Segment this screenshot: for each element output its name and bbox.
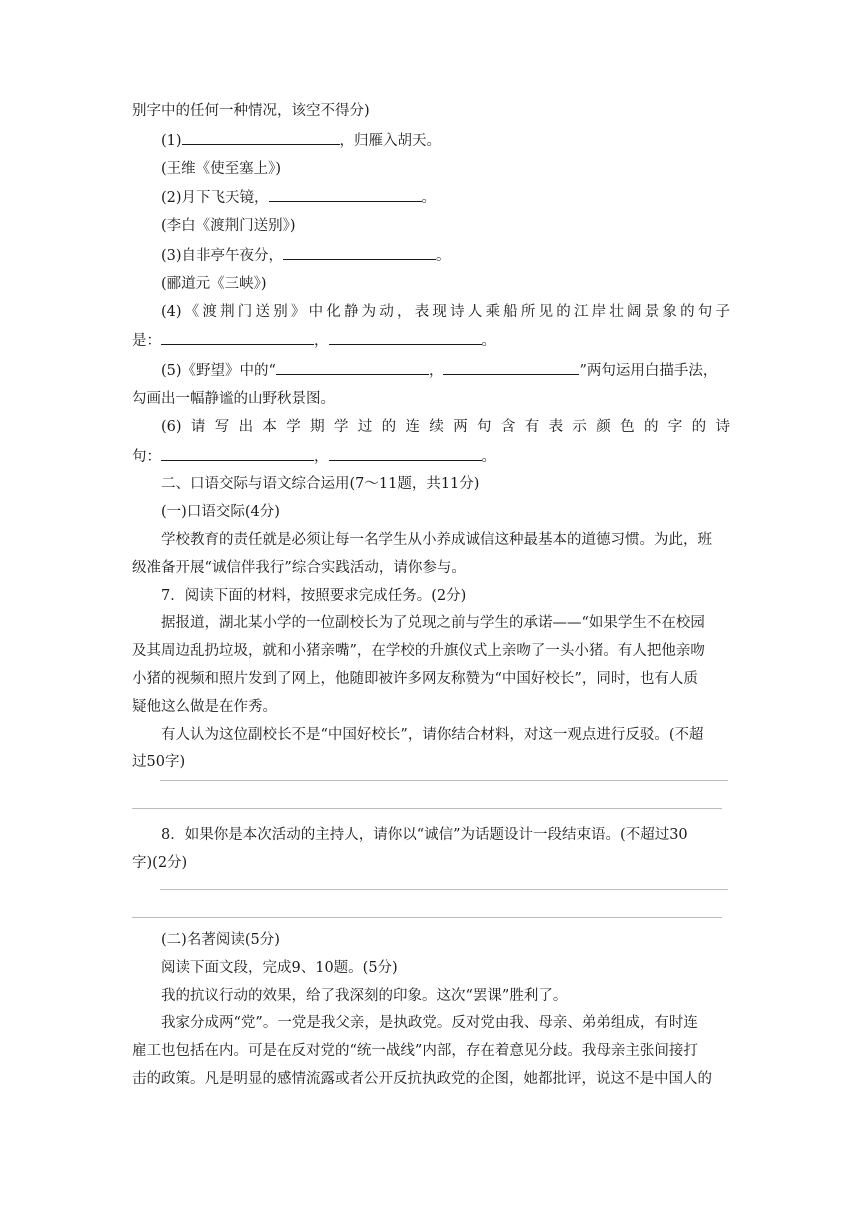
question-4-answer: 是： ， 。: [132, 326, 730, 356]
answer-blank-5a[interactable]: [276, 356, 429, 375]
question-6-answer: 句： ， 。: [132, 442, 730, 472]
question-6-stem: (6)请写出本学期学过的连续两句含有表示颜色的字的诗: [161, 418, 730, 435]
document-page-reading: [132, 927, 730, 1094]
passage-line-3: 雇工也包括在内。可是在反对党的“统一战线”内部，存在着意见分歧。我母亲主张间接打: [132, 1043, 698, 1060]
passage-line-2: 我家分成两“党”。一党是我父亲，是执政党。反对党由我、母亲、弟弟组成，有时连: [161, 1015, 698, 1032]
answer-line-7b[interactable]: [132, 808, 722, 809]
reading-instruction: 阅读下面文段，完成9、10题。(5分): [161, 959, 398, 976]
answer-blank-2[interactable]: [269, 183, 422, 202]
question-1-source: (王维《使至塞上》): [161, 160, 282, 177]
question-2: (2)月下飞天镜， 。: [132, 183, 730, 213]
answer-blank-3[interactable]: [283, 241, 436, 260]
answer-line-7a[interactable]: [160, 780, 728, 781]
answer-blank-5b[interactable]: [443, 356, 579, 375]
answer-blank-6b[interactable]: [329, 442, 482, 461]
answer-line-8b[interactable]: [132, 917, 722, 918]
answer-line-8a[interactable]: [160, 889, 728, 890]
paragraph-1-line-2: 级准备开展“诚信伴我行”综合实践活动，请你参与。: [132, 559, 466, 576]
question-5: (5)《野望》中的“ ， ”两句运用白描手法，: [132, 356, 730, 386]
paragraph-3-line-1: 有人认为这位副校长不是“中国好校长”，请你结合材料，对这一观点进行反驳。(不超: [161, 726, 704, 743]
paragraph-2-line-4: 疑他这么做是在作秀。: [132, 698, 277, 715]
paragraph-2-line-1: 据报道，湖北某小学的一位副校长为了兑现之前与学生的承诺——“如果学生不在校园: [161, 615, 705, 632]
answer-blank-4b[interactable]: [329, 326, 482, 345]
answer-blank-1[interactable]: [182, 126, 340, 145]
paragraph-2-line-3: 小猪的视频和照片发到了网上，他随即被许多网友称赞为“中国好校长”，同时，也有人质: [132, 670, 698, 687]
document-page: [132, 98, 730, 777]
question-4-stem: (4)《渡荆门送别》中化静为动，表现诗人乘船所见的江岸壮阔景象的句子: [161, 303, 730, 320]
question-1: (1) ，归雁入胡天。: [132, 126, 730, 156]
question-3: (3)自非亭午夜分， 。: [132, 241, 730, 271]
question-2-source: (李白《渡荆门送别》): [161, 218, 296, 235]
passage-line-4: 击的政策。凡是明显的感情流露或者公开反抗执政党的企图，她都批评，说这不是中国人的: [132, 1070, 712, 1087]
question-5-continuation: 勾画出一幅静谧的山野秋景图。: [132, 390, 335, 407]
paragraph-3-line-2: 过50字): [132, 754, 186, 771]
section-2-heading: 二、口语交际与语文综合运用(7～11题，共11分): [161, 476, 480, 493]
subsection-classics-heading: (二)名著阅读(5分): [161, 932, 280, 948]
answer-blank-6a[interactable]: [161, 442, 314, 461]
question-8-line-2: 字)(2分): [132, 854, 188, 871]
question-3-source: (郦道元《三峡》): [161, 275, 267, 292]
subsection-oral-heading: (一)口语交际(4分): [161, 504, 280, 521]
document-page-continued: [132, 822, 730, 878]
passage-line-1: 我的抗议行动的效果，给了我深刻的印象。这次“罢课”胜利了。: [161, 987, 568, 1004]
paragraph-1-line-1: 学校教育的责任就是必须让每一名学生从小养成诚信这种最基本的道德习惯。为此，班: [161, 531, 712, 548]
answer-blank-4a[interactable]: [161, 326, 314, 345]
question-7: 7．阅读下面的材料，按照要求完成任务。(2分): [161, 587, 467, 604]
intro-continuation: 别字中的任何一种情况，该空不得分): [132, 103, 370, 119]
paragraph-2-line-2: 及其周边乱扔垃圾，就和小猪亲嘴”，在学校的升旗仪式上亲吻了一头小猪。有人把他亲吻: [132, 643, 705, 660]
question-8-line-1: 8．如果你是本次活动的主持人，请你以“诚信”为话题设计一段结束语。(不超过30: [161, 827, 688, 843]
